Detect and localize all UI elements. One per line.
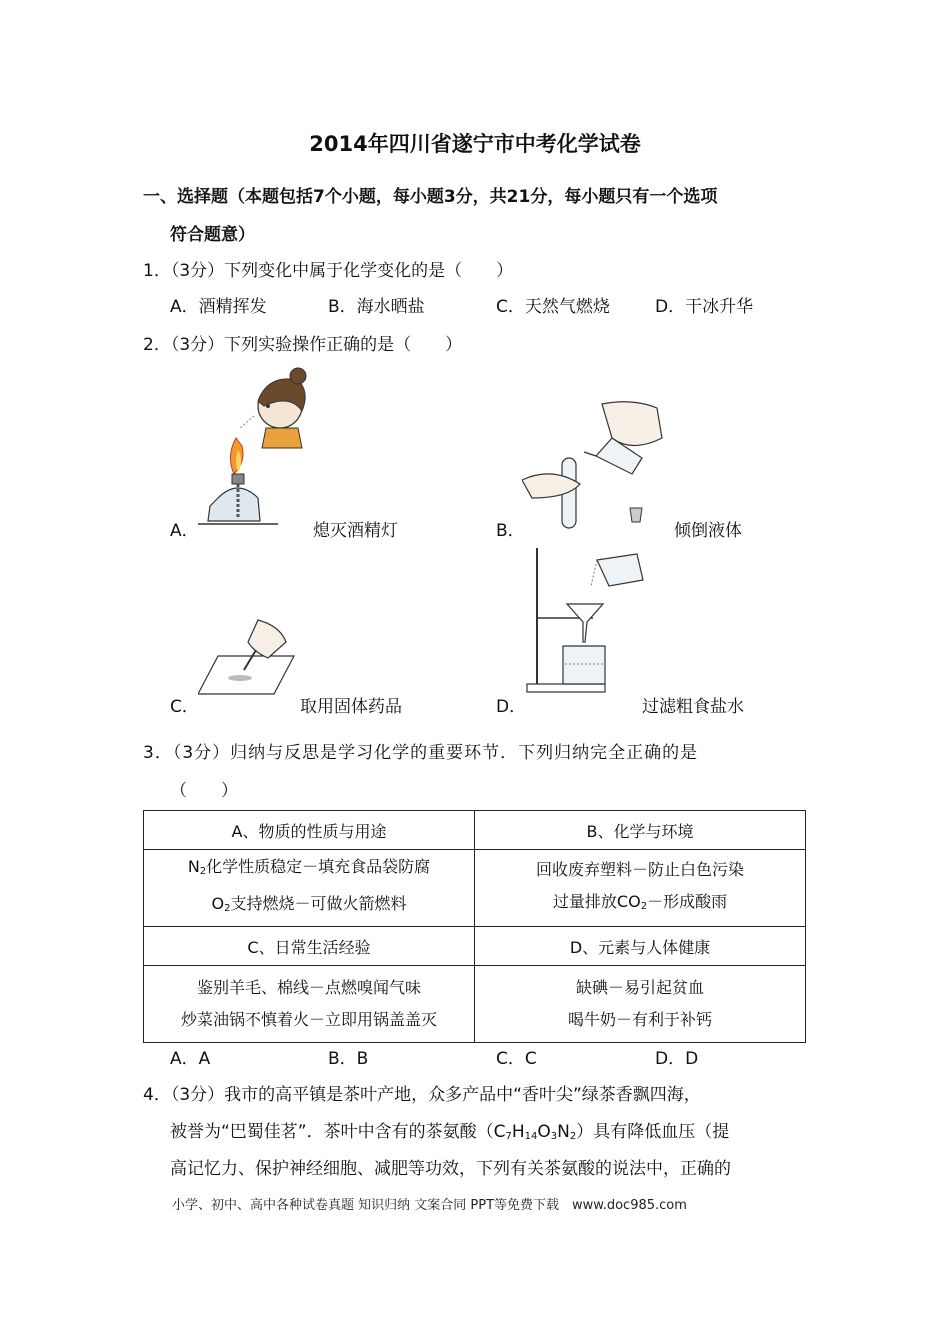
q3-option-b: B．B bbox=[328, 1049, 369, 1069]
b-line1: 回收废弃塑料－防止白色污染 bbox=[535, 859, 744, 879]
q4-line2-pre: 被誉为“巴蜀佳茗”．茶叶中含有的茶氨酸（C bbox=[170, 1122, 506, 1142]
formula-sub-o: 3 bbox=[550, 1131, 558, 1142]
filtration-apparatus-illustration bbox=[525, 546, 650, 696]
q4-line3: 高记忆力、保护神经细胞、减肥等功效，下列有关茶氨酸的说法中，正确的 bbox=[170, 1159, 731, 1179]
q3-option-d: D．D bbox=[655, 1049, 699, 1069]
c-line2: 炒菜油锅不慎着火－立即用锅盖盖灭 bbox=[180, 1010, 437, 1029]
q1-stem: 1．（3分）下列变化中属于化学变化的是（ ） bbox=[143, 261, 514, 281]
b-line2-sub: 2 bbox=[640, 900, 648, 912]
formula-o: O bbox=[537, 1122, 551, 1142]
page-title: 2014年四川省遂宁市中考化学试卷 bbox=[309, 132, 641, 156]
q2-option-c-letter: C． bbox=[170, 697, 199, 717]
q4-line1: 4．（3分）我市的高平镇是茶叶产地，众多产品中“香叶尖”绿茶香飘四海， bbox=[143, 1085, 701, 1105]
section-heading-line1: 一、选择题（本题包括7个小题，每小题3分，共21分，每小题只有一个选项 bbox=[143, 187, 718, 207]
q2-option-c-caption: 取用固体药品 bbox=[300, 697, 402, 717]
q1-option-b: B．海水晒盐 bbox=[328, 297, 425, 317]
q4-line2 bbox=[170, 1117, 729, 1142]
q1-option-d: D．干冰升华 bbox=[655, 297, 754, 317]
a-line2-pre: O bbox=[211, 894, 225, 913]
q2-option-a-letter: A． bbox=[170, 521, 199, 541]
formula-h: H bbox=[511, 1122, 525, 1142]
q2-option-d-letter: D． bbox=[496, 697, 527, 717]
a-line2-sub: 2 bbox=[224, 903, 231, 914]
cell-d-head: D、元素与人体健康 bbox=[475, 927, 806, 966]
cell-a-head: A、物质的性质与用途 bbox=[144, 811, 475, 850]
q2-option-b-letter: B． bbox=[496, 521, 525, 541]
q3-summary-table bbox=[143, 810, 806, 1043]
a-line2-post: 支持燃烧－可做火箭燃料 bbox=[230, 894, 407, 913]
q2-option-a-caption: 熄灭酒精灯 bbox=[313, 521, 398, 541]
cell-c-head: C、日常生活经验 bbox=[144, 927, 475, 966]
cell-d-body bbox=[475, 966, 806, 1043]
solid-reagent-illustration bbox=[198, 612, 298, 697]
q2-option-b-caption: 倾倒液体 bbox=[674, 521, 742, 541]
c-line1: 鉴别羊毛、棉线－点燃嗅闻气味 bbox=[196, 978, 421, 997]
formula-sub-n: 2 bbox=[569, 1131, 577, 1142]
q3-option-c: C．C bbox=[496, 1049, 537, 1069]
q3-stem-line1: 3．（3分）归纳与反思是学习化学的重要环节．下列归纳完全正确的是 bbox=[143, 743, 699, 763]
q2-stem: 2．（3分）下列实验操作正确的是（ ） bbox=[143, 335, 463, 355]
d-line1: 缺碘－易引起贫血 bbox=[575, 978, 704, 997]
cell-c-body bbox=[144, 966, 475, 1043]
b-line2-pre: 过量排放CO bbox=[552, 891, 641, 911]
alcohol-lamp-illustration bbox=[198, 366, 328, 536]
q1-option-a: A．酒精挥发 bbox=[170, 297, 267, 317]
d-line2: 喝牛奶－有利于补钙 bbox=[567, 1010, 712, 1029]
page-footer: 小学、初中、高中各种试卷真题 知识归纳 文案合同 PPT等免费下载 www.doc985.com bbox=[172, 1198, 687, 1213]
a-line1-pre: N bbox=[187, 857, 200, 876]
cell-b-head: B、化学与环境 bbox=[475, 811, 806, 850]
formula-sub-h: 14 bbox=[524, 1131, 538, 1142]
q1-option-c: C．天然气燃烧 bbox=[496, 297, 610, 317]
formula-sub-c: 7 bbox=[505, 1131, 512, 1142]
b-line2-post: －形成酸雨 bbox=[647, 891, 728, 911]
q2-option-d-caption: 过滤粗食盐水 bbox=[642, 697, 744, 717]
formula-n: N bbox=[557, 1122, 570, 1142]
q4-line2-post: ）具有降低血压（提 bbox=[576, 1122, 730, 1142]
q3-option-a: A．A bbox=[170, 1049, 211, 1069]
a-line1-sub: 2 bbox=[199, 866, 207, 877]
cell-b-body bbox=[475, 850, 806, 927]
cell-a-body bbox=[144, 850, 475, 927]
a-line1-post: 化学性质稳定－填充食品袋防腐 bbox=[206, 857, 431, 876]
section-heading-line2: 符合题意） bbox=[170, 225, 255, 245]
q3-stem-line2: （ ） bbox=[170, 781, 238, 801]
pouring-liquid-illustration bbox=[522, 398, 672, 538]
